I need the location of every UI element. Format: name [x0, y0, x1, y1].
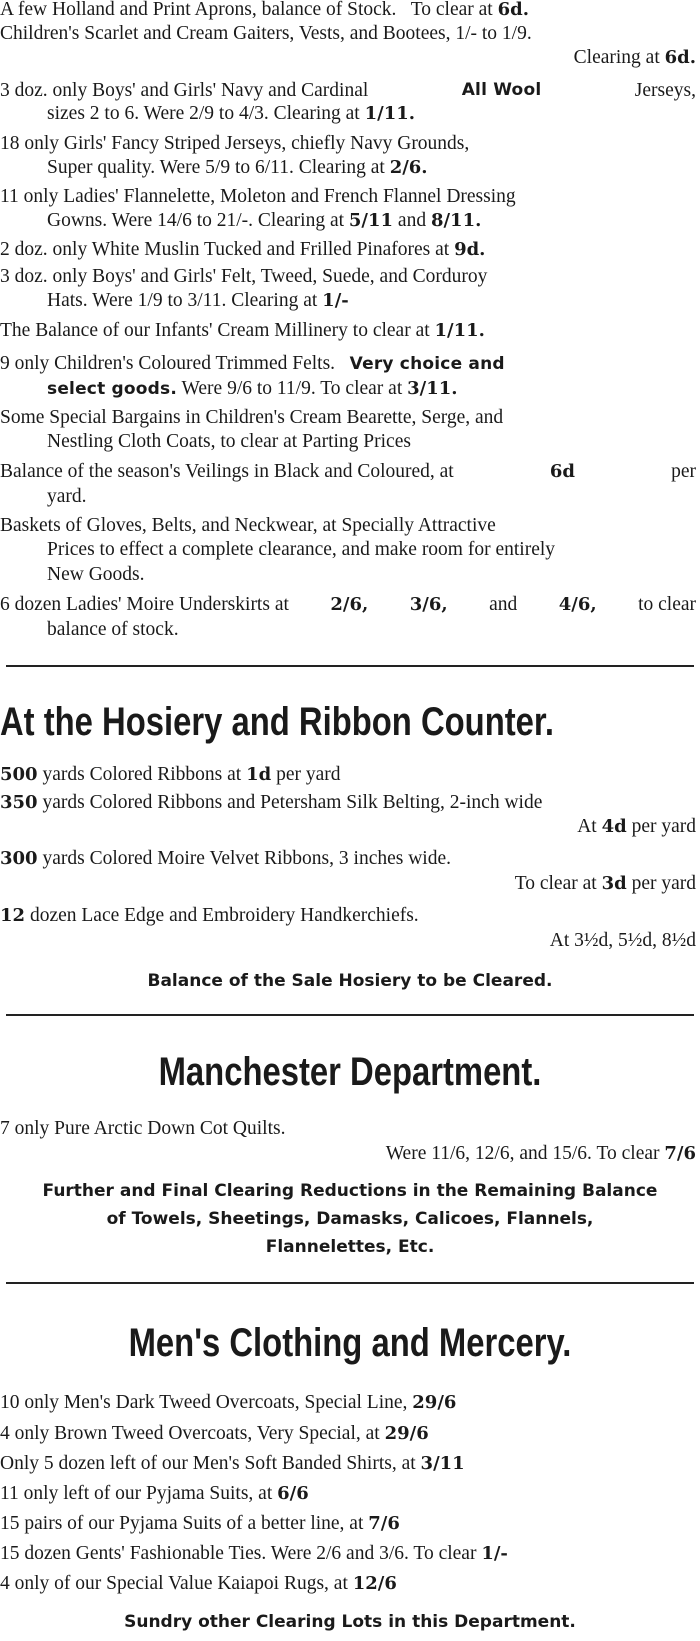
list-item: Balance of the season's Veilings in Black and Coloured, at 6d per — [0, 461, 696, 482]
list-item: Only 5 dozen left of our Men's Soft Banded Shirts, at 3/11 — [0, 1453, 465, 1474]
list-item: 4 only of our Special Value Kaiapoi Rugs, at 12/6 — [0, 1573, 397, 1594]
list-item: 15 pairs of our Pyjama Suits of a better line, at 7/6 — [0, 1513, 400, 1534]
list-item: 11 only Ladies' Flannelette, Moleton and French Flannel Dressing — [0, 186, 516, 207]
list-item-continued: Super quality. Were 5/9 to 6/11. Clearing at 2/6. — [47, 157, 428, 178]
list-item: 4 only Brown Tweed Overcoats, Very Special, at 29/6 — [0, 1423, 429, 1444]
section-note: Flannelettes, Etc. — [265, 1237, 435, 1257]
section-heading: Manchester Department. — [158, 1050, 542, 1094]
list-item: 9 only Children's Coloured Trimmed Felts. Very choice and — [0, 353, 505, 374]
section-note: of Towels, Sheetings, Damasks, Calicoes, Flannels, — [106, 1209, 594, 1229]
section-divider — [6, 665, 694, 667]
list-item-continued: select goods. Were 9/6 to 11/9. To clear at 3/11. — [47, 378, 458, 399]
section-divider — [6, 1014, 694, 1016]
list-item: 12 dozen Lace Edge and Embroidery Handkerchiefs. — [0, 905, 419, 926]
list-item: A few Holland and Print Aprons, balance of Stock. To clear at 6d. — [0, 0, 529, 20]
section-note: Sundry other Clearing Lots in this Department. — [124, 1612, 576, 1632]
list-item: 11 only left of our Pyjama Suits, at 6/6 — [0, 1483, 309, 1504]
list-item-continued: New Goods. — [47, 564, 145, 585]
section-heading: Men's Clothing and Mercery. — [128, 1321, 572, 1365]
list-item: Some Special Bargains in Children's Cream Bearette, Serge, and — [0, 407, 504, 428]
list-item: 7 only Pure Arctic Down Cot Quilts. — [0, 1118, 286, 1139]
list-item-continued: At 3½d, 5½d, 8½d — [549, 930, 696, 951]
list-item-continued: sizes 2 to 6. Were 2/9 to 4/3. Clearing at 1/11. — [47, 103, 416, 124]
list-item-continued: Prices to effect a complete clearance, and make room for entirely — [47, 539, 556, 560]
section-divider — [6, 1282, 694, 1284]
list-item-continued: Were 11/6, 12/6, and 15/6. To clear 7/6 — [385, 1143, 696, 1164]
list-item: 15 dozen Gents' Fashionable Ties. Were 2/6 and 3/6. To clear 1/- — [0, 1543, 508, 1564]
list-item: Baskets of Gloves, Belts, and Neckwear, at Specially Attractive — [0, 515, 496, 536]
list-item-continued: yard. — [47, 486, 87, 507]
list-item-continued: Hats. Were 1/9 to 3/11. Clearing at 1/- — [47, 290, 349, 311]
list-item-continued: balance of stock. — [47, 619, 179, 640]
list-item: 500 yards Colored Ribbons at 1d per yard — [0, 764, 341, 785]
section-note: Balance of the Sale Hosiery to be Cleared. — [147, 971, 553, 991]
list-item-continued: Nestling Cloth Coats, to clear at Parting Prices — [47, 431, 411, 452]
section-heading: At the Hosiery and Ribbon Counter. — [0, 700, 554, 744]
list-item: 3 doz. only Boys' and Girls' Navy and Cardinal All Wool Jerseys, — [0, 80, 696, 101]
list-item: 350 yards Colored Ribbons and Petersham Silk Belting, 2-inch wide — [0, 792, 543, 813]
list-item-continued: At 4d per yard — [577, 816, 696, 837]
list-item: 6 dozen Ladies' Moire Underskirts at 2/6, 3/6, and 4/6, to clear — [0, 594, 696, 615]
list-item: The Balance of our Infants' Cream Millinery to clear at 1/11. — [0, 320, 485, 341]
list-item-continued: Clearing at 6d. — [573, 47, 696, 68]
list-item: 18 only Girls' Fancy Striped Jerseys, chiefly Navy Grounds, — [0, 133, 470, 154]
list-item: 10 only Men's Dark Tweed Overcoats, Special Line, 29/6 — [0, 1392, 457, 1413]
section-note: Further and Final Clearing Reductions in the Remaining Balance — [42, 1181, 658, 1201]
list-item: 2 doz. only White Muslin Tucked and Frilled Pinafores at 9d. — [0, 239, 486, 260]
list-item: 3 doz. only Boys' and Girls' Felt, Tweed, Suede, and Corduroy — [0, 266, 488, 287]
list-item: 300 yards Colored Moire Velvet Ribbons, 3 inches wide. — [0, 848, 451, 869]
list-item-continued: To clear at 3d per yard — [514, 873, 696, 894]
list-item-continued: Gowns. Were 14/6 to 21/-. Clearing at 5/11 and 8/11. — [47, 210, 482, 231]
list-item: Children's Scarlet and Cream Gaiters, Vests, and Bootees, 1/- to 1/9. — [0, 23, 532, 44]
